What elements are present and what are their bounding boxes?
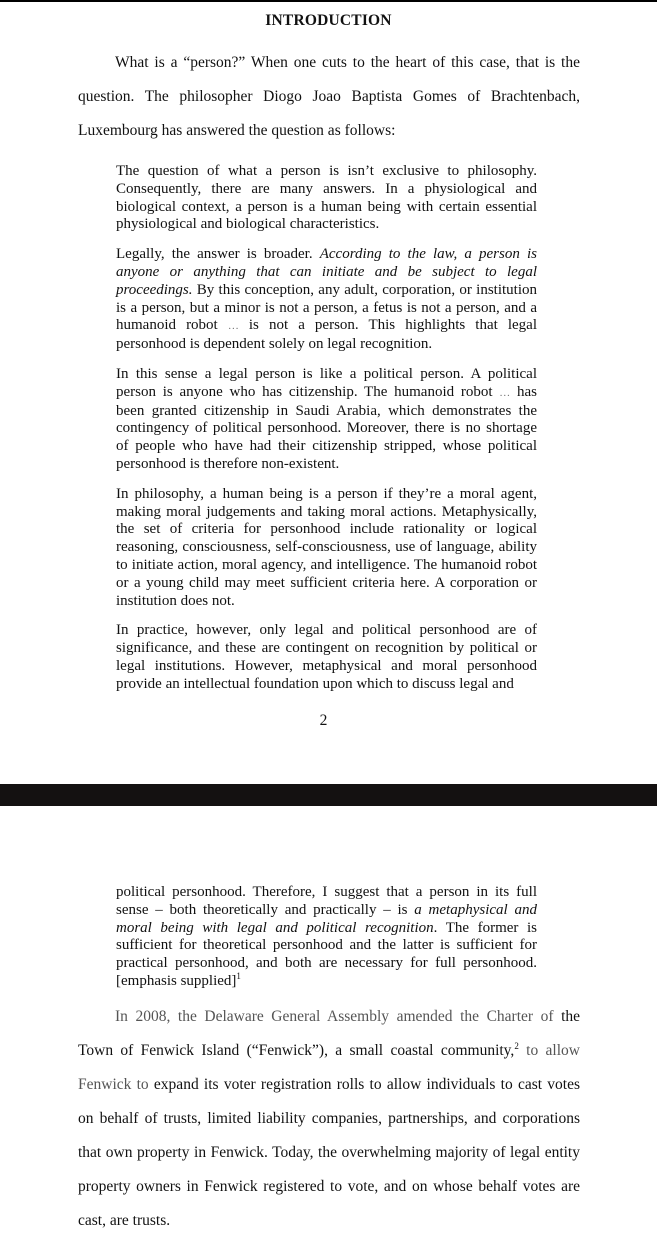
page-number: 2 [319, 712, 328, 729]
ellipsis: … [227, 320, 239, 333]
body-text-c: expand its voter registration rolls to allow individuals to cast votes on behalf of trusts, limited liability companies, partnerships, and corporations that own property in Fenwick. Today, the overwhelming majority of legal entity property owners in Fenwick registered to vote, and on whose behalf votes are cast, are trusts. [78, 1076, 581, 1229]
quote-paragraph-1: The question of what a person is isn’t exclusive to philosophy. Consequently, there are many answers. In a physiological and biological context, a person is a human being with certain essential physiological and biological characteristics. [116, 163, 537, 233]
quote-paragraph-3 [116, 366, 537, 474]
quote-cont-text-b: . The former is sufficient for theoretical personhood and the latter is sufficient for practical personhood, and both are necessary for full personhood. [emphasis supplied] [116, 919, 538, 989]
section-heading: INTRODUCTION [265, 12, 392, 29]
quote-p2-text-b: By this conception, any adult, corporation, or institution is a person, but a minor is not a person, a fetus is not a person, and a humanoid robot [116, 281, 537, 334]
page-divider [0, 784, 657, 806]
quote-p2-text-a: Legally, the answer is broader. [116, 246, 320, 263]
footnote-ref-2[interactable]: 2 [514, 1040, 519, 1051]
intro-text: What is a “person?” When one cuts to the heart of this case, that is the question. The philosopher Diogo Joao Baptista Gomes of Brachtenbach, Luxembourg has answered the question as follows: [78, 54, 580, 139]
quote-continued-paragraph [116, 884, 537, 991]
quote-p3-text-b: has been granted citizenship in Saudi Arabia, which demonstrates the contingency of political personhood. Moreover, there is no shortage of people who have had their citizenship stripped, whose political personhood is therefore non-existent. [116, 383, 538, 472]
quote-p2-text-c: is not a person. This highlights that legal personhood is dependent solely on legal recognition. [116, 317, 538, 353]
quote-paragraph-2 [116, 246, 537, 354]
block-quote [116, 163, 537, 706]
page-top-border [0, 0, 657, 2]
body-paragraph [78, 1000, 580, 1238]
ellipsis: … [499, 386, 511, 399]
body-text-a: the Town of Fenwick Island (“Fenwick”), a small coastal community, [78, 1008, 581, 1059]
body-text [78, 1000, 580, 1238]
block-quote-continued [116, 884, 537, 991]
body-text-b: to allow Fenwick to [78, 1042, 580, 1093]
quote-p2-italic: According to the law, a person is anyone or anything that can initiate and be subject to legal proceedings. [116, 246, 537, 298]
body-text-gray: In 2008, the Delaware General Assembly amended the Charter of [115, 1008, 554, 1025]
quote-cont-text-a: political personhood. Therefore, I suggest that a person in its full sense – both theoretically and practically – is [116, 884, 537, 918]
intro-paragraph [78, 46, 580, 148]
quote-cont-italic: a metaphysical and moral being with legal and political recognition [116, 901, 537, 936]
quote-paragraph-5: In practice, however, only legal and political personhood are of significance, and these are contingent on recognition by political or legal institutions. However, metaphysical and moral personhood provide an intellectual foundation upon which to discuss legal and [116, 622, 537, 692]
quote-paragraph-4: In philosophy, a human being is a person if they’re a moral agent, making moral judgements and taking moral actions. Metaphysically, the set of criteria for personhood include rationality or logical reasoning, consciousness, self-consciousness, use of language, ability to initiate action, moral agency, and intelligence. The humanoid robot or a young child may meet sufficient criteria here. A corporation or institution does not. [116, 485, 537, 609]
quote-p3-text-a: In this sense a legal person is like a political person. A political person is anyone who has citizenship. The humanoid robot [116, 365, 537, 400]
footnote-ref-1[interactable]: 1 [236, 970, 241, 981]
